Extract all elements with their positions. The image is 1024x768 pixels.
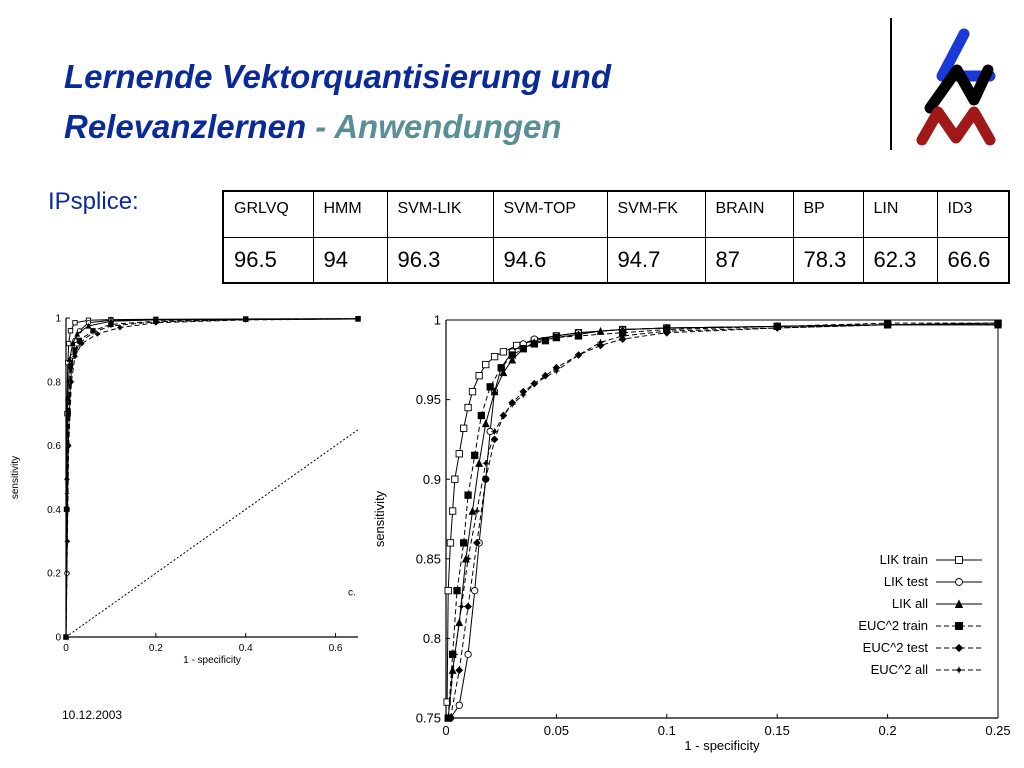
title-line-2: [64, 102, 824, 152]
data-point: [69, 368, 71, 370]
x-tick-label: 0.2: [148, 643, 163, 654]
institute-logo-icon: [912, 28, 1002, 153]
x-tick-label: 0.25: [985, 723, 1011, 738]
legend-label: EUC^2 test: [862, 640, 928, 655]
y-tick-label: 0: [55, 632, 61, 644]
data-point: [453, 653, 457, 657]
data-point: [493, 430, 497, 434]
data-point: [542, 337, 548, 343]
data-point: [575, 333, 581, 339]
data-point: [956, 645, 963, 652]
data-point: [357, 318, 359, 320]
x-tick-label: 0.15: [764, 723, 790, 738]
table-header-row: [223, 191, 1009, 237]
data-point: [452, 476, 458, 482]
data-point: [68, 329, 72, 333]
data-point: [73, 321, 77, 325]
x-tick-label: 0.1: [657, 723, 676, 738]
data-point: [886, 323, 890, 327]
results-table: [222, 190, 1010, 284]
data-point: [456, 667, 462, 673]
table-header-cell: HMM: [313, 191, 387, 237]
y-tick-label: 0.4: [47, 504, 61, 516]
title-line-1: Lernende Vektorquantisierung und: [64, 58, 611, 95]
data-point: [449, 667, 455, 673]
table-header-cell: SVM-LIK: [387, 191, 493, 237]
data-point: [513, 342, 519, 348]
y-tick-label: 0.75: [415, 710, 441, 726]
data-point: [456, 451, 462, 457]
series-line: [66, 319, 358, 637]
data-point: [531, 341, 537, 347]
series-line: [66, 319, 358, 637]
data-point: [472, 452, 478, 458]
data-point: [110, 325, 112, 327]
series-line: [66, 319, 358, 637]
series-line: [66, 430, 358, 637]
series-line: [66, 319, 358, 637]
data-point: [621, 334, 625, 338]
data-point: [510, 403, 514, 407]
data-point: [244, 318, 246, 320]
data-point: [95, 332, 99, 336]
data-point: [67, 412, 69, 414]
table-header-cell: BRAIN: [705, 191, 793, 237]
data-point: [460, 540, 466, 546]
data-point: [509, 352, 515, 358]
data-point: [460, 605, 464, 609]
data-point: [956, 557, 963, 564]
data-point: [74, 352, 76, 354]
legend-label: LIK all: [891, 596, 928, 611]
legend-label: EUC^2 all: [870, 662, 928, 677]
data-point: [577, 353, 581, 357]
data-point: [449, 508, 455, 514]
data-point: [956, 623, 963, 630]
data-point: [491, 353, 497, 359]
x-tick-label: 0: [442, 723, 450, 738]
table-value-cell: 66.6: [937, 237, 1009, 283]
y-axis-label: sensitivity: [10, 455, 21, 500]
title-sub: - Anwendungen: [306, 108, 562, 145]
table-value-cell: 94: [313, 237, 387, 283]
legend-label: LIK test: [883, 574, 928, 589]
data-point: [502, 414, 506, 418]
data-point: [78, 342, 80, 344]
x-tick-label: 0: [63, 643, 69, 654]
data-point: [155, 321, 157, 323]
table-value-cell: 94.7: [607, 237, 705, 283]
data-point: [520, 345, 526, 351]
table-value-cell: 96.3: [387, 237, 493, 283]
y-axis-label: sensitivity: [372, 490, 387, 548]
x-tick-label: 0.05: [543, 723, 570, 738]
series-line: [448, 323, 998, 718]
data-point: [775, 326, 779, 330]
y-tick-label: 1: [433, 312, 441, 328]
data-point: [446, 716, 450, 720]
data-point: [553, 334, 559, 340]
title-main: Relevanzlernen: [64, 108, 307, 145]
data-point: [483, 361, 489, 367]
data-point: [445, 587, 451, 593]
data-point: [66, 341, 70, 345]
y-tick-label: 1: [55, 313, 61, 325]
data-point: [465, 492, 471, 498]
data-point: [465, 651, 471, 657]
chart-annotation: c.: [348, 587, 356, 599]
dataset-label: IPsplice:: [48, 188, 139, 215]
table-header-cell: BP: [793, 191, 863, 237]
roc-chart-zoom: [370, 298, 1020, 768]
table-value-row: [223, 237, 1009, 283]
y-tick-label: 0.2: [47, 568, 61, 580]
slide-date: 10.12.2003: [62, 708, 123, 722]
y-tick-label: 0.8: [422, 630, 441, 646]
data-point: [956, 579, 963, 586]
y-tick-label: 0.9: [422, 471, 441, 487]
data-point: [487, 384, 493, 390]
data-point: [454, 587, 460, 593]
table-value-cell: 87: [705, 237, 793, 283]
data-point: [498, 365, 504, 371]
header-divider: [890, 18, 892, 150]
data-point: [533, 382, 537, 386]
table-header-cell: GRLVQ: [223, 191, 313, 237]
data-point: [478, 412, 484, 418]
data-point: [599, 341, 603, 345]
data-point: [466, 557, 470, 561]
data-point: [665, 329, 669, 333]
data-point: [460, 425, 466, 431]
data-point: [522, 393, 526, 397]
data-point: [476, 373, 482, 379]
data-point: [996, 323, 1000, 327]
data-point: [484, 462, 488, 466]
table-value-cell: 96.5: [223, 237, 313, 283]
y-tick-label: 0.6: [47, 441, 61, 453]
plot-area: [64, 316, 360, 639]
x-tick-label: 0.6: [328, 643, 343, 654]
series-line: [66, 319, 358, 637]
slide-title: [64, 52, 824, 152]
data-point: [447, 540, 453, 546]
x-axis-label: 1 - specificity: [183, 655, 241, 666]
data-point: [66, 492, 68, 494]
data-point: [472, 587, 478, 593]
data-point: [476, 460, 482, 466]
legend-label: LIK train: [879, 552, 928, 567]
series-line: [66, 319, 358, 637]
data-point: [456, 702, 462, 708]
x-tick-label: 0.4: [238, 643, 253, 654]
data-point: [500, 349, 506, 355]
table-value-cell: 78.3: [793, 237, 863, 283]
y-tick-label: 0.95: [415, 392, 441, 408]
table-header-cell: LIN: [863, 191, 937, 237]
data-point: [465, 404, 471, 410]
data-point: [118, 325, 122, 329]
data-point: [555, 369, 559, 373]
y-tick-label: 0.8: [47, 377, 61, 389]
data-point: [465, 603, 471, 609]
data-point: [475, 509, 479, 513]
table-header-cell: SVM-TOP: [493, 191, 607, 237]
table-header-cell: SVM-FK: [607, 191, 705, 237]
x-tick-label: 0.2: [878, 723, 897, 738]
table-header-cell: ID3: [937, 191, 1009, 237]
roc-chart-full: [0, 300, 380, 680]
data-point: [483, 420, 489, 426]
data-point: [469, 388, 475, 394]
y-tick-label: 0.85: [415, 551, 441, 567]
data-point: [92, 331, 94, 333]
table-value-cell: 94.6: [493, 237, 607, 283]
x-axis-label: 1 - specificity: [684, 738, 760, 753]
legend-label: EUC^2 train: [858, 618, 928, 633]
table-value-cell: 62.3: [863, 237, 937, 283]
data-point: [957, 668, 961, 672]
